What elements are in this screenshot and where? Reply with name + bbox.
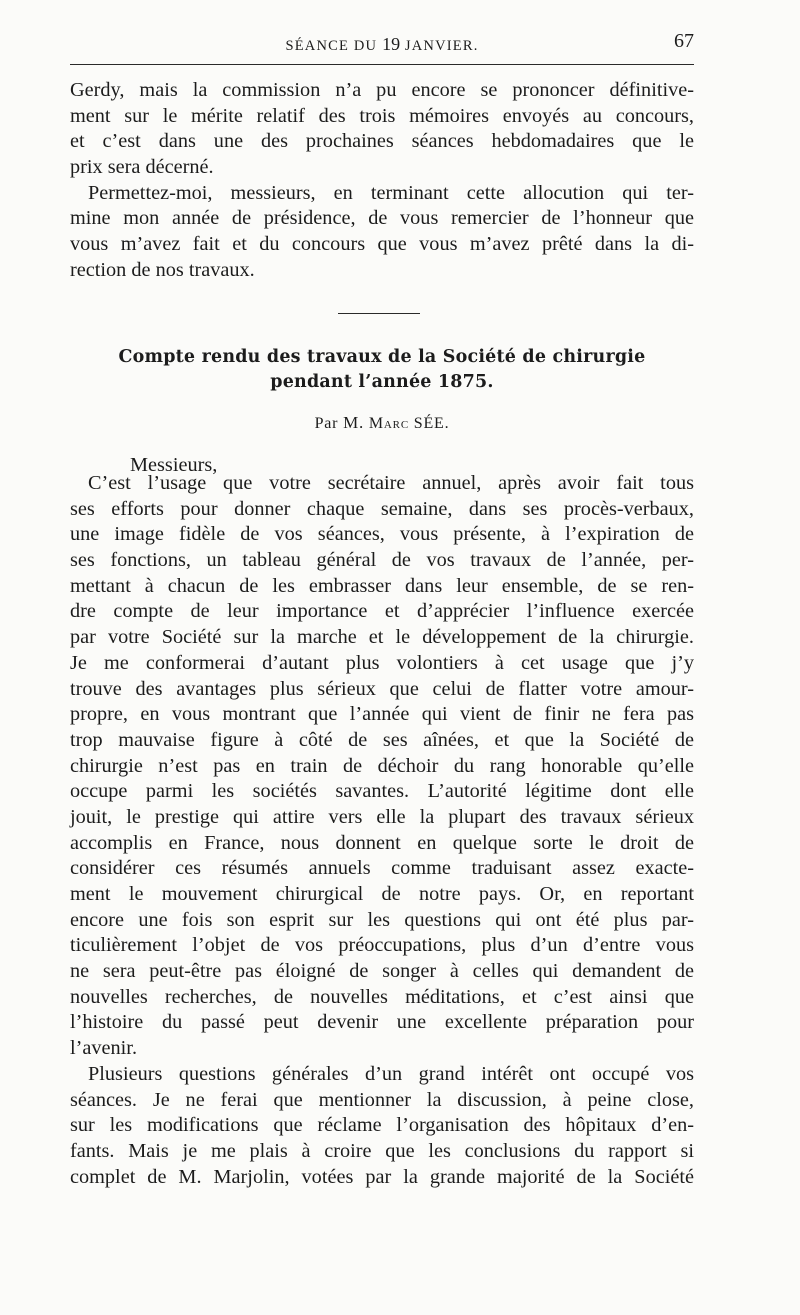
text-line: ne sera peut-être pas éloigné de songer à celles qui demandent de [70,960,694,983]
text-line: occupe parmi les sociétés savantes. L’autorité légitime dont elle [70,780,694,803]
text-line: Je me conformerai d’autant plus volontiers à cet usage que j’y [70,651,694,674]
author-name: Marc SÉE. [368,415,450,432]
text-line: et c’est dans une des prochaines séances hebdomadaires que le [70,130,694,153]
text-line: C’est l’usage que votre secrétaire annuel, après avoir fait tous [88,472,694,494]
text-line: nouvelles recherches, de nouvelles méditations, et c’est ainsi que [70,985,694,1008]
paragraph [70,78,694,181]
text-line: ticulièrement l’objet de vos préoccupations, plus d’un d’entre vous [70,934,694,957]
book-page [70,0,694,1315]
text-line: par votre Société sur la marche et le développement de la chirurgie. [70,626,694,649]
text-line: ses fonctions, un tableau général de vos travaux de l’année, per- [70,549,694,572]
running-head-prefix: SÉANCE DU [285,38,378,54]
text-line: ment le mouvement chirurgical de notre pays. Or, en reportant [70,883,694,905]
text-line: prix sera décerné. [70,156,214,179]
text-line: chirurgie n’est pas en train de déchoir du rang honorable qu’elle [70,754,694,777]
text-line: mine mon année de présidence, de vous remercier de l’honneur que [70,207,694,230]
page-header [70,28,694,58]
author-initial: M. [343,413,365,432]
text-line: Plusieurs questions générales d’un grand intérêt ont occupé vos [88,1062,694,1085]
article-title [70,345,694,395]
text-line: jouit, le prestige qui attire vers elle la plupart des travaux sérieux [70,805,694,828]
section-separator [338,313,420,314]
text-line: l’histoire du passé peut devenir une excellente préparation pour [70,1011,694,1034]
paragraph [70,181,694,284]
running-head-month: JANVIER. [404,38,479,54]
running-head-day: 19 [382,34,401,54]
text-line: propre, en vous montrant que l’année qui vient de finir ne fera pas [70,703,694,726]
text-line: mettant à chacun de les embrasser dans leur ensemble, de se ren- [70,574,694,597]
text-line: accomplis en France, nous donnent en quelque sorte le droit de [70,831,694,854]
text-line: fants. Mais je me plais à croire que les conclusions du rapport si [70,1139,694,1162]
text-line: considérer ces résumés annuels comme traduisant assez exacte- [70,857,694,880]
text-line: encore une fois son esprit sur les questions qui ont été plus par- [70,908,694,931]
article-title-line-2: pendant l’année 1875. [270,372,494,392]
text-line: Gerdy, mais la commission n’a pu encore se prononcer définitive- [70,79,694,101]
text-line: une image fidèle de vos séances, vous présente, à l’expiration de [70,523,694,546]
text-line: séances. Je ne ferai que mentionner la discussion, à peine close, [70,1088,694,1111]
text-line: ses efforts pour donner chaque semaine, dans ses procès-verbaux, [70,497,694,520]
text-line: sur les modifications que réclame l’organisation des hôpitaux d’en- [70,1114,694,1137]
text-line: trop mauvaise figure à côté de ses aînées, et que la Société de [70,728,694,751]
byline-prefix: Par [314,415,339,432]
text-line: Permettez-moi, messieurs, en terminant cette allocution qui ter- [88,181,694,204]
page-number: 67 [674,30,694,52]
text-line: ment sur le mérite relatif des trois mémoires envoyés au concours, [70,104,694,127]
previous-article-ending [70,78,694,284]
text-line: complet de M. Marjolin, votées par la grande majorité de la Société [70,1165,694,1188]
text-line: trouve des avantages plus sérieux que celui de flatter votre amour- [70,677,694,700]
header-rule [70,64,694,65]
article-body [70,471,694,1190]
text-line: l’avenir. [70,1037,138,1060]
running-head [70,34,694,55]
paragraph [70,471,694,1062]
article-title-line-1: Compte rendu des travaux de la Société de chirurgie [118,347,646,367]
text-line: vous m’avez fait et du concours que vous m’avez prêté dans la di- [70,233,694,256]
article-byline [70,413,694,433]
text-line: dre compte de leur importance et d’apprécier l’influence exercée [70,600,694,623]
text-line: rection de nos travaux. [70,258,255,281]
salutation: Messieurs, [130,454,218,476]
paragraph [70,1062,694,1190]
